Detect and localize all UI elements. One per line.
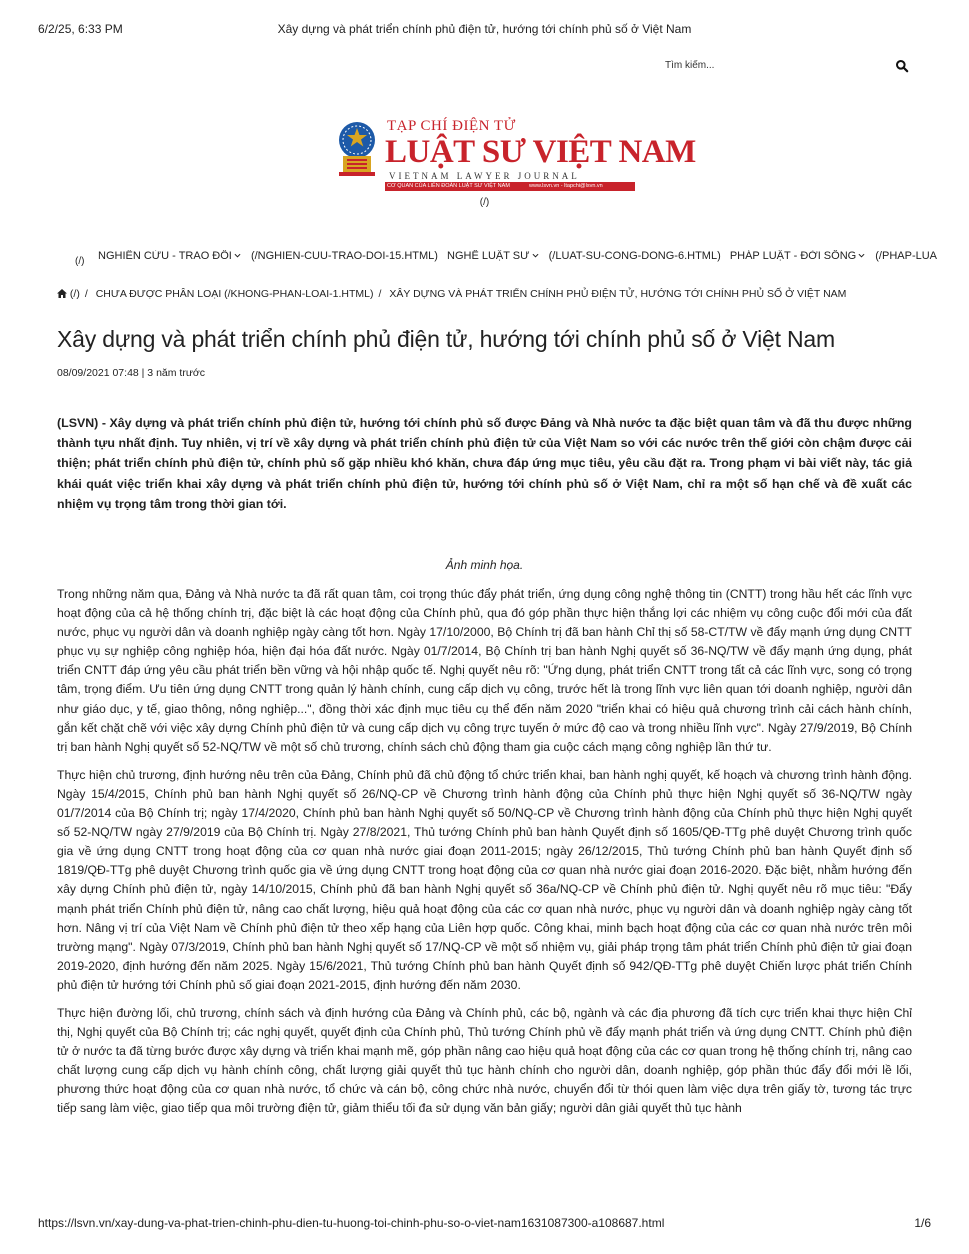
nav-item-nghe-luat-su[interactable] bbox=[447, 250, 540, 262]
article-body bbox=[57, 585, 912, 1128]
search-box[interactable] bbox=[655, 57, 915, 77]
chevron-down-icon bbox=[858, 252, 865, 259]
breadcrumb bbox=[57, 288, 929, 300]
article-title: Xây dựng và phát triển chính phủ điện tử, hướng tới chính phủ số ở Việt Nam bbox=[57, 326, 835, 352]
logo-bar-text: CƠ QUAN CỦA LIÊN ĐOÀN LUẬT SƯ VIỆT NAM bbox=[387, 183, 510, 189]
breadcrumb-separator: / bbox=[378, 288, 382, 300]
breadcrumb-separator: / bbox=[84, 288, 88, 300]
site-logo[interactable] bbox=[333, 116, 696, 194]
logo-link[interactable]: (/) bbox=[479, 197, 490, 208]
article-paragraph: Thực hiện đường lối, chủ trương, chính sách và định hướng của Đảng và Chính phủ, các bộ, ngành và các địa phương đã tích cực triển khai thực hiện Chỉ thị, Nghị quyết của Bộ Chính trị; các nghị quyết, quyết định của Chính phủ, Thủ tướng Chính phủ về đẩy mạnh phát triển và ứng dụng CNTT. Chính phủ điện tử ở nước ta đã từng bước được xây dựng và triển khai mạnh mẽ, góp phần nâng cao hiệu quả hoạt động của các cơ quan trong hệ thống chính trị, nâng cao chất lượng cung cấp dịch vụ hành chính công, chất lượng giải quyết thủ tục hành chính cho người dân, doanh nghiệp, góp phần thúc đẩy đổi mới lề lối, phương thức hoạt động của cơ quan nhà nước, tổ chức và cán bộ, công chức nhà nước, chuyển đổi từ thói quen làm việc dựa trên giấy tờ, tương tác trực tiếp sang làm việc, giao tiếp qua môi trường điện tử, giảm thiểu tối đa sử dụng văn bản giấy; người dân giải quyết thủ tục hành bbox=[57, 1005, 912, 1116]
print-header bbox=[38, 22, 931, 38]
nav-home-link[interactable]: (/) bbox=[75, 256, 85, 267]
main-nav bbox=[75, 250, 969, 268]
print-datetime: 6/2/25, 6:33 PM bbox=[38, 22, 123, 36]
nav-item-label: NGHỀ LUẬT SƯ bbox=[447, 250, 530, 262]
search-icon[interactable] bbox=[895, 59, 909, 73]
chevron-down-icon bbox=[532, 252, 539, 259]
article-lead: (LSVN) - Xây dựng và phát triển chính phủ điện tử, hướng tới chính phủ số được Đảng và Nhà nước ta đặc biệt quan tâm và đã thu được những thành tựu nhất định. Tuy nhiên, vị trí về xây dựng và phát triển chính phủ điện tử của Việt Nam so với các nước trên thế giới còn chậm được cải thiện; phát triển chính phủ điện tử, chính phủ số gặp nhiều khó khăn, chưa đáp ứng mục tiêu, yêu cầu đặt ra. Trong phạm vi bài viết này, tác giả khái quát việc triển khai xây dựng và phát triển chính phủ điện tử, hướng tới chính phủ số ở Việt Nam, chỉ ra một số hạn chế và đề xuất các nhiệm vụ trọng tâm trong thời gian tới. bbox=[57, 416, 912, 511]
page-number: 1/6 bbox=[914, 1216, 931, 1230]
nav-item-phap-luat-doi-song[interactable] bbox=[730, 250, 866, 262]
lawyer-association-emblem-icon bbox=[333, 120, 381, 180]
print-footer bbox=[38, 1216, 931, 1232]
print-url: https://lsvn.vn/xay-dung-va-phat-trien-chinh-phu-dien-tu-huong-toi-chinh-phu-so-o-viet-nam1631087300-a108687.html bbox=[38, 1216, 665, 1230]
article-meta: 08/09/2021 07:48 | 3 năm trước bbox=[57, 367, 205, 379]
print-title: Xây dựng và phát triển chính phủ điện tử, hướng tới chính phủ số ở Việt Nam bbox=[277, 22, 692, 36]
image-caption: Ảnh minh họa. bbox=[445, 558, 524, 572]
nav-item-url[interactable]: (/PHAP-LUA bbox=[875, 250, 938, 262]
breadcrumb-home[interactable]: (/) bbox=[69, 288, 80, 300]
search-input[interactable]: Tìm kiếm... bbox=[665, 60, 715, 71]
logo-bar-contact: www.lsvn.vn - ltapchi@lsvn.vn bbox=[529, 183, 603, 189]
logo-small-title: TẠP CHÍ ĐIỆN TỬ bbox=[387, 118, 516, 134]
article-paragraph: Thực hiện chủ trương, định hướng nêu trên của Đảng, Chính phủ đã chủ động tổ chức triển khai, ban hành nghị quyết, kế hoạch và chương trình hành động. Ngày 15/4/2015, Chính phủ ban hành Nghị quyết số 26/NQ-CP về Chương trình hành động của Chính phủ thực hiện Nghị quyết số 36-NQ/TW ngày 01/7/2014 của Bộ Chính trị; ngày 17/4/2020, Chính phủ ban hành Nghị quyết số 50/NQ-CP về Chương trình hành động của Chính phủ thực hiện Nghị quyết số 52-NQ/TW ngày 27/9/2019 của Bộ Chính trị. Ngày 27/8/2021, Thủ tướng Chính phủ ban hành Quyết định số 1605/QĐ-TTg phê duyệt Chương trình quốc gia về ứng dụng CNTT trong hoạt động của cơ quan nhà nước giai đoạn 2011-2015; ngày 26/12/2015, Thủ tướng Chính phủ ban hành Quyết định số 1819/QĐ-TTg phê duyệt Chương trình quốc gia về ứng dụng CNTT trong hoạt động của cơ quan nhà nước giai đoạn 2016-2020. Đặc biệt, nhằm hướng đến xây dựng Chính phủ điện tử, ngày 14/10/2015, Chính phủ đã ban hành Nghị quyết số 36a/NQ-CP về Chính phủ điện tử. Nghị quyết nêu rõ mục tiêu: "Đẩy mạnh phát triển Chính phủ điện tử, nâng cao chất lượng, hiệu quả hoạt động của các cơ quan nhà nước, phục vụ người dân và doanh nghiệp ngày càng tốt hơn. Nâng vị trí của Việt Nam về Chính phủ điện tử theo xếp hạng của Liên hợp quốc. Công khai, minh bạch hoạt động của các cơ quan nhà nước trên môi trường mạng". Ngày 07/3/2019, Chính phủ ban hành Nghị quyết số 17/NQ-CP về một số nhiệm vụ, giải pháp trọng tâm phát triển Chính phủ điện tử giai đoạn 2019-2020, định hướng đến năm 2025. Ngày 15/6/2021, Thủ tướng Chính phủ ban hành Quyết định số 942/QĐ-TTg phê duyệt Chiến lược phát triển Chính phủ điện tử hướng tới Chính phủ số giai đoạn 2021-2015, định hướng đến năm 2030. bbox=[57, 767, 912, 992]
nav-item-nghien-cuu-trao-doi[interactable] bbox=[98, 250, 242, 262]
home-icon[interactable] bbox=[57, 289, 67, 298]
logo-big-title: LUẬT SƯ VIỆT NAM bbox=[385, 134, 696, 170]
logo-sub-title: VIETNAM LAWYER JOURNAL bbox=[389, 171, 580, 181]
nav-item-url[interactable]: (/NGHIEN-CUU-TRAO-DOI-15.HTML) bbox=[250, 250, 438, 262]
nav-item-url[interactable]: (/LUAT-SU-CONG-DONG-6.HTML) bbox=[548, 250, 721, 262]
nav-items bbox=[98, 250, 943, 262]
breadcrumb-current: XÂY DỰNG VÀ PHÁT TRIỂN CHÍNH PHỦ ĐIỆN TỬ, HƯỚNG TỚI CHÍNH PHỦ SỐ Ở VIỆT NAM bbox=[389, 288, 847, 300]
article-paragraph: Trong những năm qua, Đảng và Nhà nước ta đã rất quan tâm, coi trọng thúc đẩy phát triển, ứng dụng công nghệ thông tin (CNTT) trong hầu hết các lĩnh vực hoạt động của cả hệ thống chính trị, đặc biệt là các hoạt động của Chính phủ, qua đó góp phần thực hiện thắng lợi các nhiệm vụ công cuộc đổi mới của đất nước, phục vụ người dân và doanh nghiệp ngày càng tốt hơn. Ngày 17/10/2000, Bộ Chính trị đã ban hành Chỉ thị số 58-CT/TW về đẩy mạnh ứng dụng CNTT phục vụ sự nghiệp công nghiệp hóa, hiện đại hóa đất nước. Ngày 01/7/2014, Bộ Chính trị ban hành Nghị quyết số 36-NQ/TW về đẩy mạnh ứng dụng, phát triển CNTT đáp ứng yêu cầu phát triển bền vững và hội nhập quốc tế. Nghị quyết nêu rõ: "Ứng dụng, phát triển CNTT trong tất cả các lĩnh vực, song có trọng tâm, trọng điểm. Ưu tiên ứng dụng CNTT trong quản lý hành chính, cung cấp dịch vụ công, trước hết là trong lĩnh vực liên quan tới doanh nghiệp, người dân như giáo dục, y tế, giao thông, nông nghiệp...", đồng thời xác định mục tiêu cụ thể đến năm 2020 "triển khai có hiệu quả chương trình cải cách hành chính, gắn kết chặt chẽ với việc xây dựng Chính phủ điện tử và cung cấp dịch vụ công trực tuyến ở mức độ cao và trong nhiều lĩnh vực". Ngày 27/9/2019, Bộ Chính trị ban hành Nghị quyết số 52-NQ/TW về một số chủ trương, chính sách chủ động tham gia cuộc cách mạng công nghiệp lần thứ tư. bbox=[57, 587, 912, 754]
chevron-down-icon bbox=[234, 252, 241, 259]
breadcrumb-category[interactable]: CHƯA ĐƯỢC PHÂN LOẠI (/KHONG-PHAN-LOAI-1.HTML) bbox=[95, 288, 374, 300]
nav-item-label: NGHIÊN CỨU - TRAO ĐỔI bbox=[98, 250, 232, 262]
nav-item-label: PHÁP LUẬT - ĐỜI SỐNG bbox=[729, 250, 857, 262]
